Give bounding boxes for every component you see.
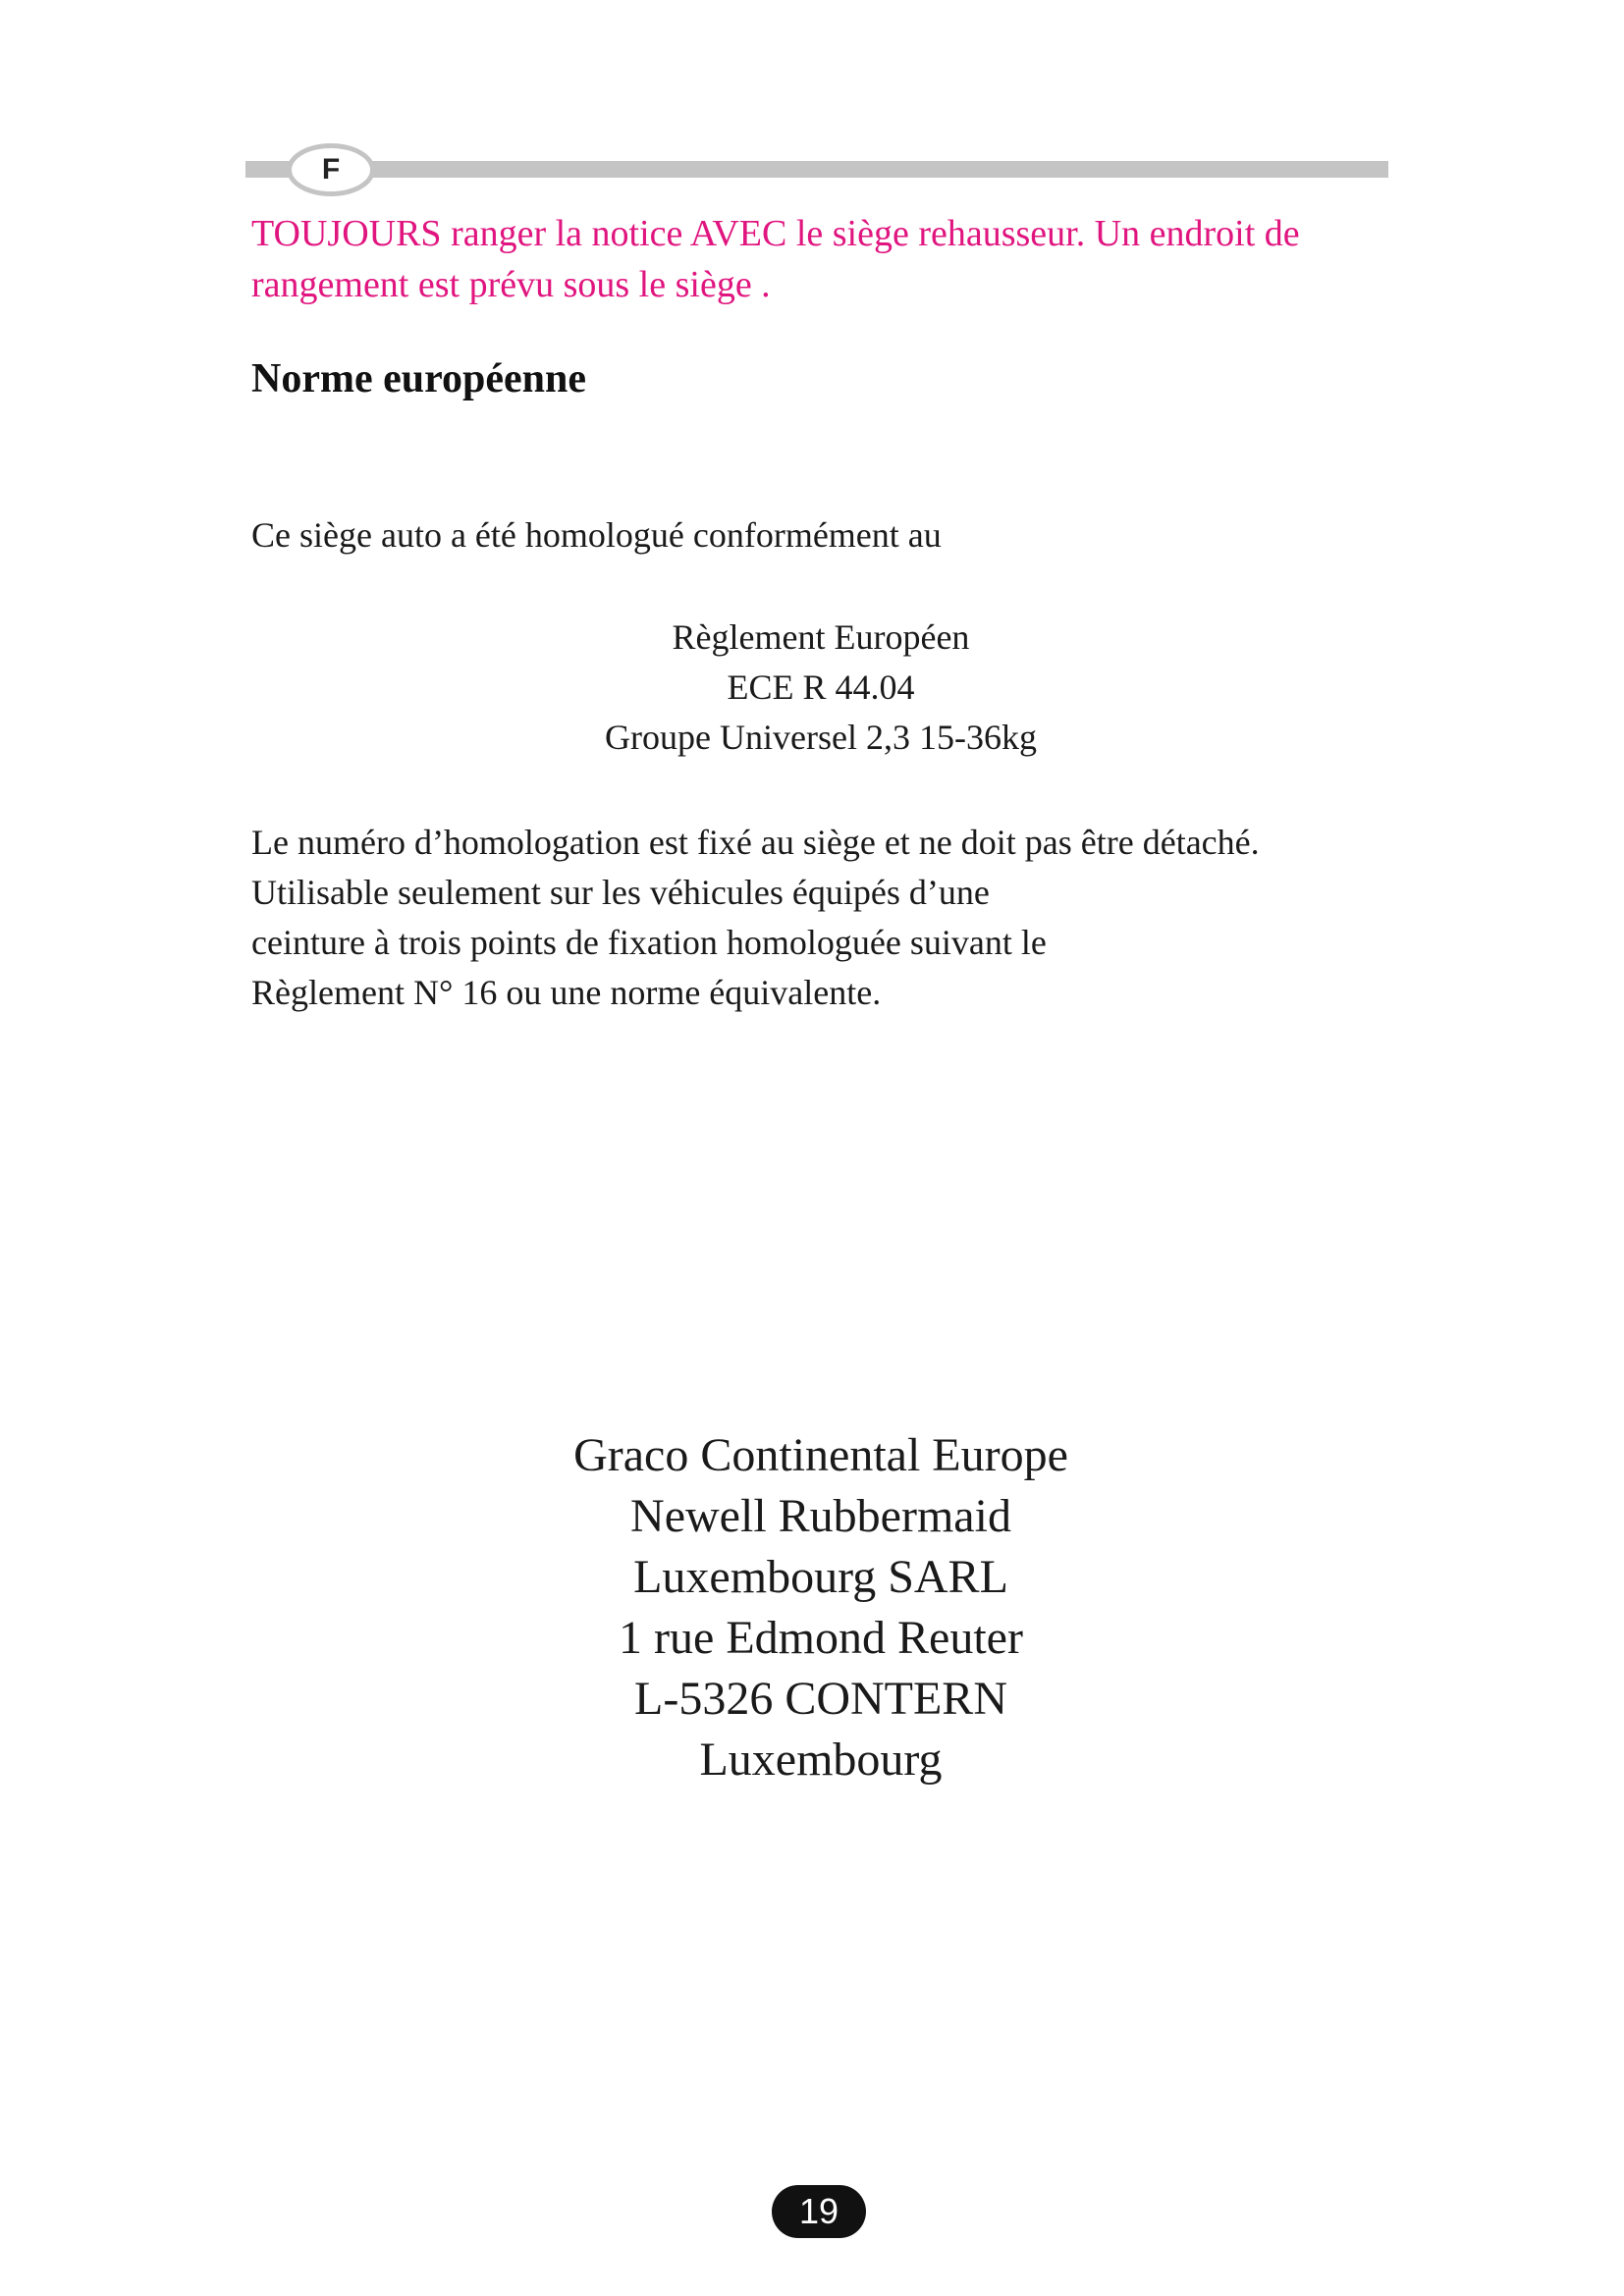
- address-line: Graco Continental Europe: [573, 1429, 1068, 1481]
- page-number: 19: [772, 2185, 866, 2238]
- regulation-line: Règlement Européen: [672, 617, 970, 657]
- storage-notice: TOUJOURS ranger la notice AVEC le siège rehausseur. Un endroit de rangement est prévu sous le siège .: [251, 213, 1300, 305]
- address-line: Luxembourg SARL: [633, 1551, 1008, 1603]
- address-line: Newell Rubbermaid: [630, 1490, 1011, 1542]
- regulation-line: ECE R 44.04: [727, 667, 915, 707]
- details-line: Règlement N° 16 ou une norme équivalente.: [251, 973, 882, 1012]
- regulation-block: [251, 613, 1390, 763]
- details-line: Le numéro d’homologation est fixé au siège et ne doit pas être détaché.: [251, 823, 1260, 862]
- language-badge: F: [287, 143, 375, 196]
- header-bar: [245, 161, 1388, 178]
- homologation-details: [251, 818, 1390, 1018]
- details-line: Utilisable seulement sur les véhicules équipés d’une: [251, 873, 990, 912]
- homologation-intro: Ce siège auto a été homologué conformément au: [251, 515, 942, 555]
- details-line: ceinture à trois points de fixation homologuée suivant le: [251, 923, 1047, 962]
- company-address: [251, 1425, 1390, 1790]
- address-line: 1 rue Edmond Reuter: [619, 1612, 1023, 1664]
- section-title: Norme européenne: [251, 356, 586, 401]
- address-line: Luxembourg: [699, 1734, 943, 1786]
- regulation-line: Groupe Universel 2,3 15-36kg: [605, 718, 1037, 757]
- address-line: L-5326 CONTERN: [634, 1673, 1007, 1725]
